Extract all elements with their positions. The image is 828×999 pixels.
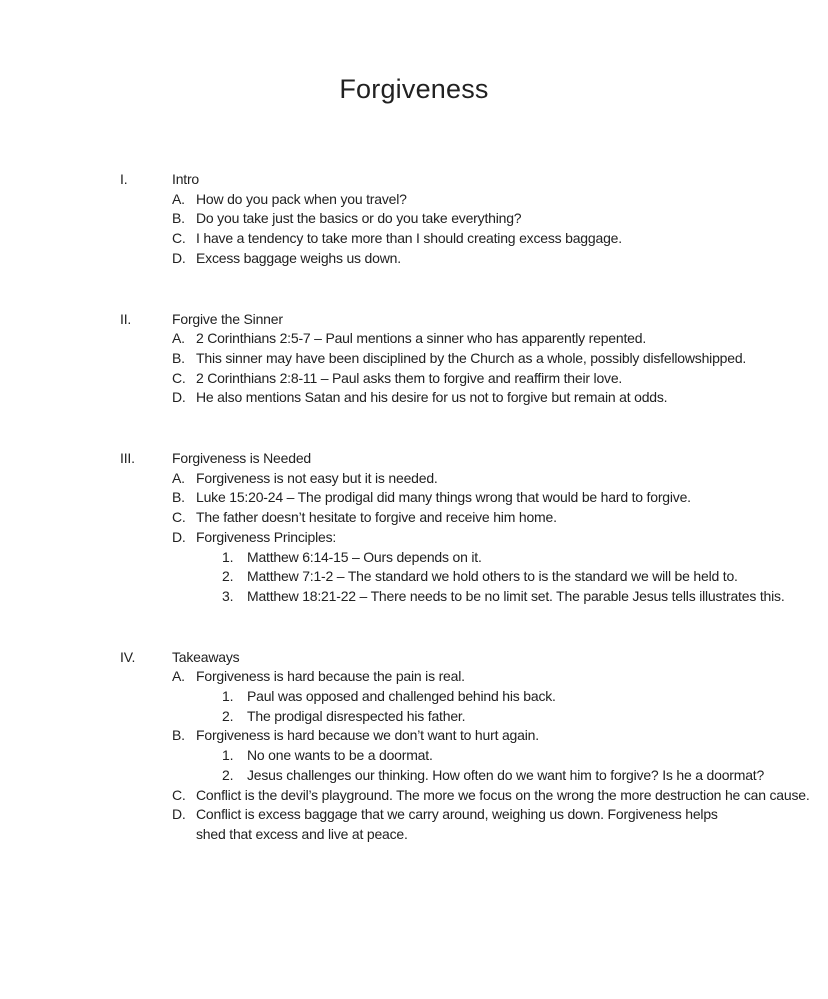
subitem-marker: 1. bbox=[222, 548, 234, 565]
item-text-line: He also mentions Satan and his desire for us not to forgive but remain at odds. bbox=[196, 389, 668, 406]
item-text-line: Jesus challenges our thinking. How often do we want him to forgive? Is he a bbox=[247, 766, 703, 783]
item-marker: A. bbox=[172, 668, 185, 685]
outline-item bbox=[0, 209, 828, 229]
item-text-line: No one wants to be a doormat. bbox=[247, 747, 433, 764]
section-numeral: III. bbox=[120, 450, 135, 467]
item-text-line: Matthew 18:21-22 – There needs to be no limit set. The parable Jesus tells illustrates bbox=[247, 587, 757, 604]
item-text-line: Luke 15:20-24 – The prodigal did many things wrong that would be hard to forgive. bbox=[196, 489, 691, 506]
section-heading: Forgive the Sinner bbox=[172, 310, 283, 327]
section-numeral: IV. bbox=[120, 648, 136, 665]
item-text-line: Conflict is the devil’s playground. The more we focus on the wrong the more destruction bbox=[196, 786, 722, 803]
outline-item bbox=[0, 388, 828, 408]
outline-subitem bbox=[0, 567, 828, 587]
outline-item bbox=[0, 229, 828, 249]
outline-subitem bbox=[0, 707, 828, 727]
item-marker: D. bbox=[172, 249, 186, 266]
outline-item bbox=[0, 726, 828, 746]
item-text-line: Excess baggage weighs us down. bbox=[196, 249, 401, 266]
section-numeral: II. bbox=[120, 310, 132, 327]
item-text-line: This sinner may have been disciplined by the Church as a whole, possibly bbox=[196, 349, 640, 366]
section-heading: Forgiveness is Needed bbox=[172, 450, 311, 467]
section-numeral: I. bbox=[120, 171, 128, 187]
outline-item bbox=[0, 786, 828, 806]
item-marker: C. bbox=[172, 509, 186, 526]
section-heading: Takeaways bbox=[172, 648, 240, 665]
document-title: Forgiveness bbox=[339, 74, 489, 104]
item-text-line: disfellowshipped. bbox=[642, 349, 747, 366]
outline-item bbox=[0, 369, 828, 389]
item-marker: C. bbox=[172, 786, 186, 803]
item-text-line: I have a tendency to take more than I should creating excess baggage. bbox=[196, 230, 622, 247]
item-marker: D. bbox=[172, 528, 186, 545]
outline-subitem bbox=[0, 548, 828, 568]
item-text-line: he can cause. bbox=[724, 786, 810, 803]
outline-item bbox=[0, 349, 828, 369]
section-heading: Intro bbox=[172, 171, 200, 187]
outline-subitem bbox=[0, 687, 828, 707]
outline-subitem bbox=[0, 746, 828, 766]
item-marker: B. bbox=[172, 727, 185, 744]
section-heading-row bbox=[0, 170, 828, 190]
outline-item bbox=[0, 508, 828, 528]
outline-item bbox=[0, 667, 828, 687]
item-marker: C. bbox=[172, 369, 186, 386]
item-text-line: 2 Corinthians 2:8-11 – Paul asks them to forgive and reaffirm their love. bbox=[196, 369, 623, 386]
item-marker: B. bbox=[172, 210, 185, 227]
item-text-line: Do you take just the basics or do you take everything? bbox=[196, 210, 522, 227]
subitem-marker: 3. bbox=[222, 587, 234, 604]
item-text-line: How do you pack when you travel? bbox=[196, 190, 407, 207]
outline-item bbox=[0, 249, 828, 269]
outline-item bbox=[0, 805, 828, 844]
item-text-line: Paul was opposed and challenged behind his back. bbox=[247, 688, 556, 705]
outline-item bbox=[0, 190, 828, 210]
section-takeaways bbox=[0, 648, 828, 845]
item-text-line: Forgiveness is hard because the pain is real. bbox=[196, 668, 465, 685]
outline-item bbox=[0, 528, 828, 548]
subitem-marker: 2. bbox=[222, 766, 234, 783]
item-marker: A. bbox=[172, 469, 185, 486]
item-text-line: shed that excess and live at peace. bbox=[196, 825, 408, 842]
item-marker: B. bbox=[172, 349, 185, 366]
outline-item bbox=[0, 469, 828, 489]
item-marker: A. bbox=[172, 190, 185, 207]
item-text-line: 2 Corinthians 2:5-7 – Paul mentions a sinner who has apparently repented. bbox=[196, 330, 647, 347]
item-text-line: doormat? bbox=[706, 766, 765, 783]
outline-item bbox=[0, 329, 828, 349]
item-text-line: The father doesn’t hesitate to forgive and receive him home. bbox=[196, 509, 557, 526]
item-text-line: this. bbox=[759, 587, 785, 604]
item-text-line: Forgiveness Principles: bbox=[196, 528, 337, 545]
section-heading-row bbox=[0, 310, 828, 330]
subitem-marker: 1. bbox=[222, 688, 234, 705]
item-text-line: The prodigal disrespected his father. bbox=[247, 707, 466, 724]
item-text-line: Matthew 7:1-2 – The standard we hold others to is the standard we will be held to. bbox=[247, 568, 738, 585]
item-text-line: Forgiveness is not easy but it is needed. bbox=[196, 469, 438, 486]
item-marker: D. bbox=[172, 389, 186, 406]
item-text-line: Conflict is excess baggage that we carry around, weighing us down. Forgiveness helps bbox=[196, 806, 718, 823]
item-marker: A. bbox=[172, 330, 185, 347]
section-heading-row bbox=[0, 449, 828, 469]
outline-subitem bbox=[0, 766, 828, 786]
subitem-marker: 1. bbox=[222, 747, 234, 764]
outline-item bbox=[0, 488, 828, 508]
outline-subitem bbox=[0, 587, 828, 607]
item-text-line: Matthew 6:14-15 – Ours depends on it. bbox=[247, 548, 482, 565]
subitem-marker: 2. bbox=[222, 568, 234, 585]
item-text-line: Forgiveness is hard because we don’t want to hurt again. bbox=[196, 727, 539, 744]
section-forgiveness-is-needed bbox=[0, 449, 828, 607]
subitem-marker: 2. bbox=[222, 707, 234, 724]
item-marker: B. bbox=[172, 489, 185, 506]
section-heading-row bbox=[0, 648, 828, 668]
section-forgive-the-sinner bbox=[0, 310, 828, 409]
item-marker: C. bbox=[172, 230, 186, 247]
outline bbox=[0, 170, 828, 845]
item-marker: D. bbox=[172, 806, 186, 823]
section-intro bbox=[0, 170, 828, 269]
